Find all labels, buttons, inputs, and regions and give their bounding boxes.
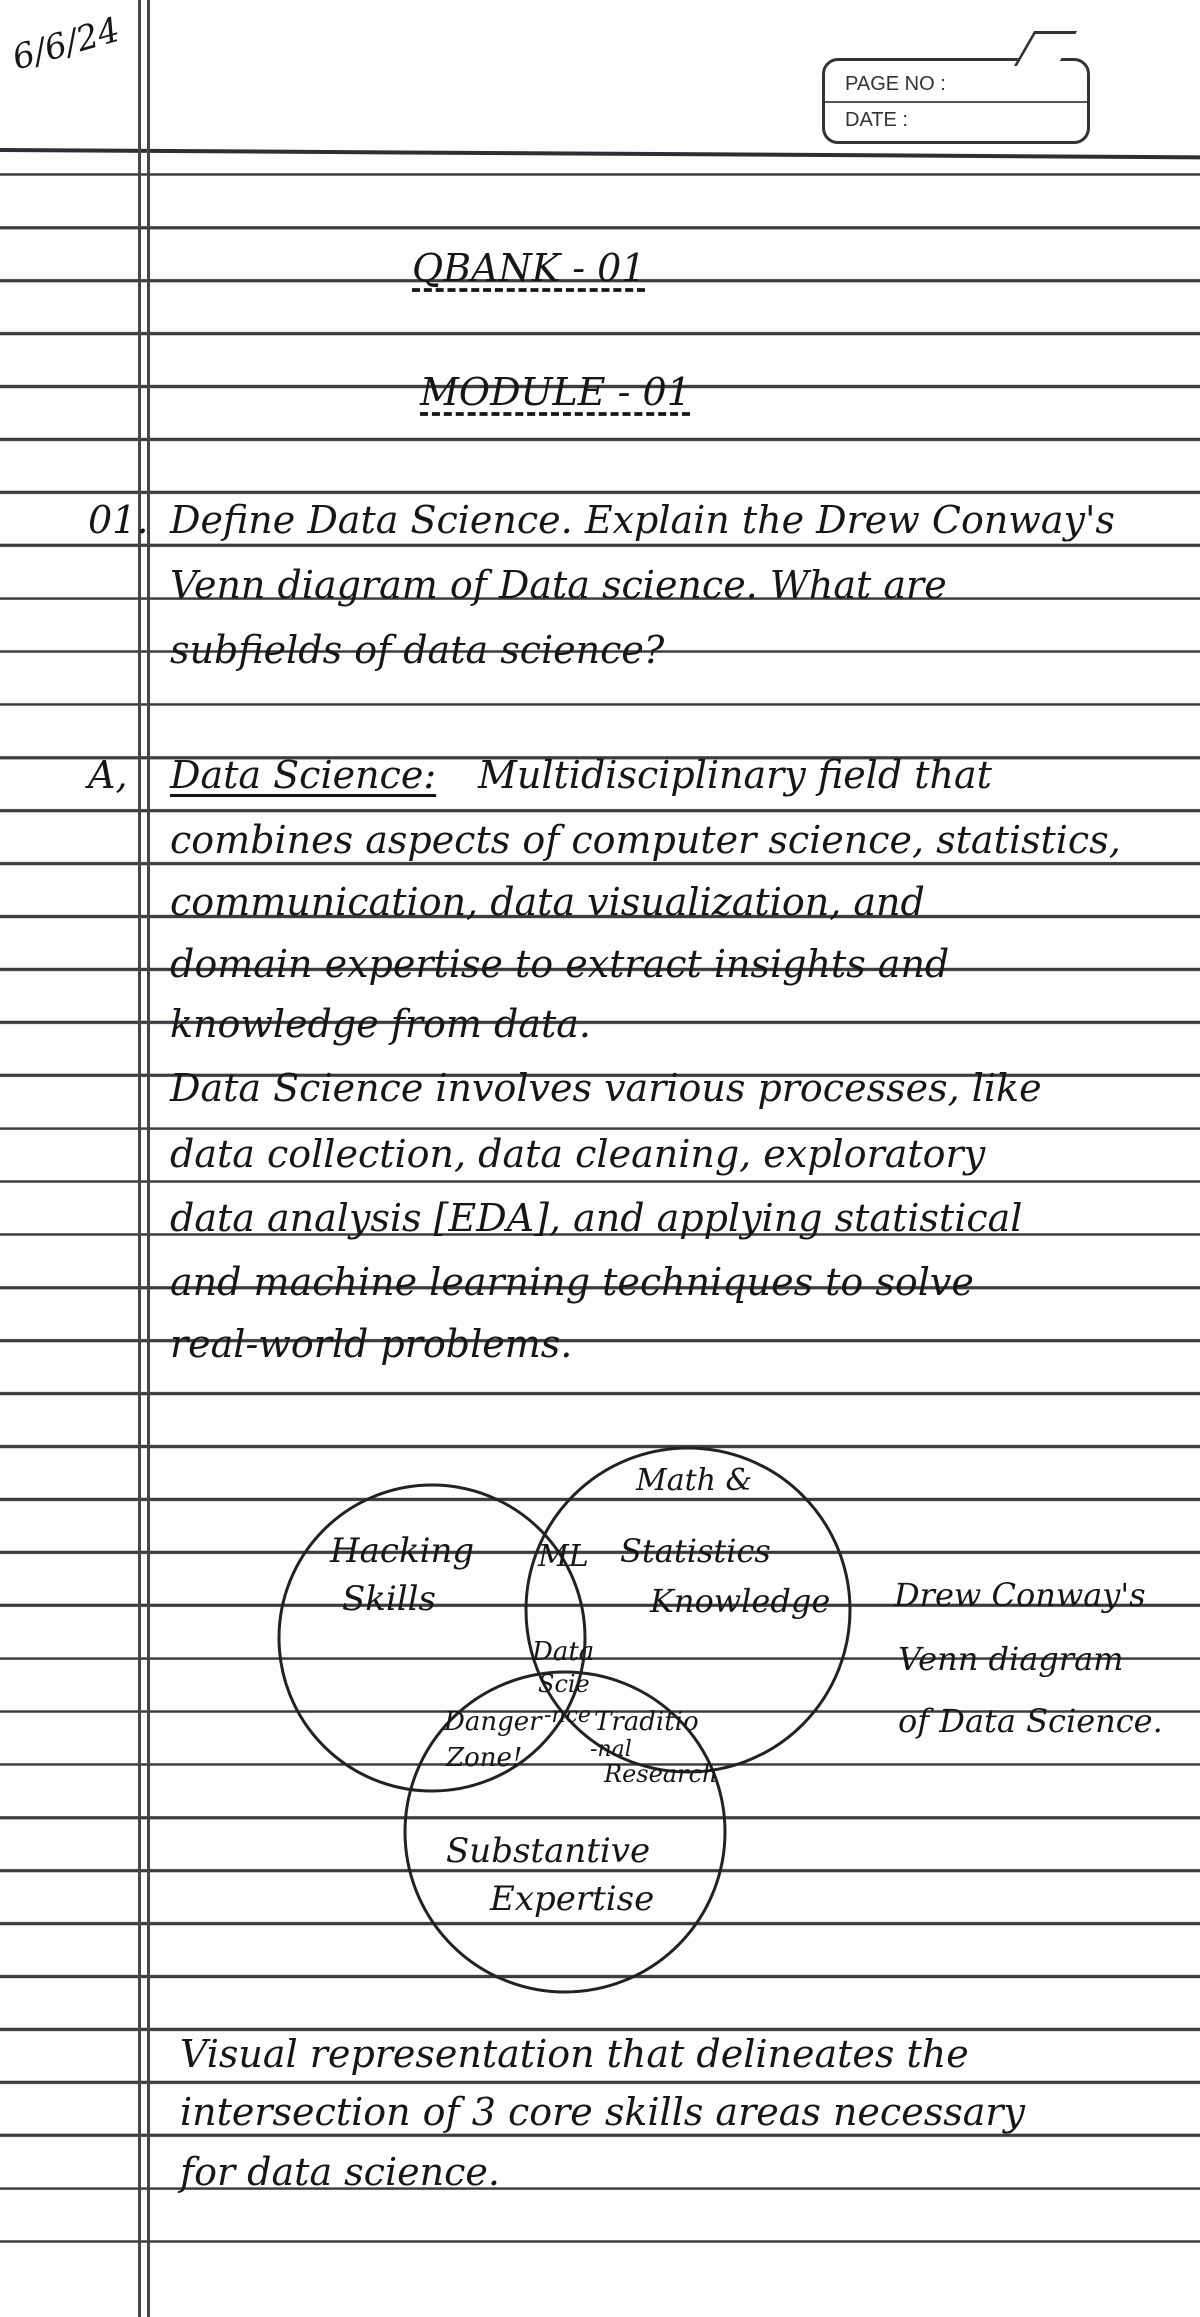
venn-label-traditional-research: Traditio: [594, 1707, 699, 1737]
venn-label-hacking: Skills: [342, 1579, 436, 1619]
answer-term: Data Science:: [170, 753, 437, 797]
answer-line: communication, data visualization, and: [170, 880, 925, 924]
date-label: DATE :: [845, 109, 908, 131]
answer-line: data collection, data cleaning, exploratory: [170, 1132, 986, 1176]
venn-label-substantive: Expertise: [490, 1879, 655, 1919]
qbank-title: QBANK - 01: [412, 246, 646, 290]
answer-line: domain expertise to extract insights and: [170, 942, 950, 986]
answer-line: Multidisciplinary field that: [478, 753, 992, 797]
venn-label-danger-zone: Zone!: [446, 1743, 523, 1773]
closing-line: for data science.: [180, 2150, 500, 2194]
answer-line: knowledge from data.: [170, 1002, 591, 1046]
venn-label-math: Statistics: [620, 1532, 771, 1570]
question-line: subfields of data science?: [170, 628, 665, 672]
venn-caption: of Data Science.: [898, 1702, 1163, 1740]
handwritten-date: 6/6/24: [8, 9, 125, 79]
venn-label-hacking: Hacking: [330, 1531, 475, 1571]
answer-line: real-world problems.: [170, 1322, 573, 1366]
venn-label-danger-zone: Danger: [444, 1707, 542, 1737]
venn-label-math: Math &: [636, 1463, 753, 1498]
venn-label-traditional-research: -nal: [590, 1737, 632, 1762]
venn-label-data-science: Scie: [538, 1670, 590, 1698]
answer-line: and machine learning techniques to solve: [170, 1260, 974, 1304]
answer-line: Data Science involves various processes, like: [170, 1066, 1042, 1110]
venn-label-traditional-research: Research: [604, 1760, 718, 1788]
closing-line: Visual representation that delineates the: [180, 2032, 969, 2076]
answer-marker: A,: [88, 753, 128, 797]
venn-label-substantive: Substantive: [446, 1831, 651, 1871]
venn-label-math: Knowledge: [650, 1582, 831, 1620]
venn-label-ml: ML: [538, 1539, 589, 1574]
question-line: Venn diagram of Data science. What are: [170, 563, 947, 607]
module-heading: MODULE - 01: [420, 370, 691, 414]
venn-caption: Drew Conway's: [894, 1576, 1146, 1614]
answer-line: data analysis [EDA], and applying statistical: [170, 1196, 1023, 1240]
closing-line: intersection of 3 core skills areas necessary: [180, 2090, 1025, 2134]
venn-caption: Venn diagram: [898, 1640, 1124, 1678]
question-line: Define Data Science. Explain the Drew Conway's: [170, 498, 1115, 542]
venn-label-data-science: -nce: [544, 1703, 591, 1728]
page-no-label: PAGE NO :: [845, 73, 946, 95]
venn-label-data-science: Data: [532, 1637, 595, 1667]
answer-line: combines aspects of computer science, statistics,: [170, 818, 1121, 862]
question-number: 01.: [88, 498, 149, 542]
